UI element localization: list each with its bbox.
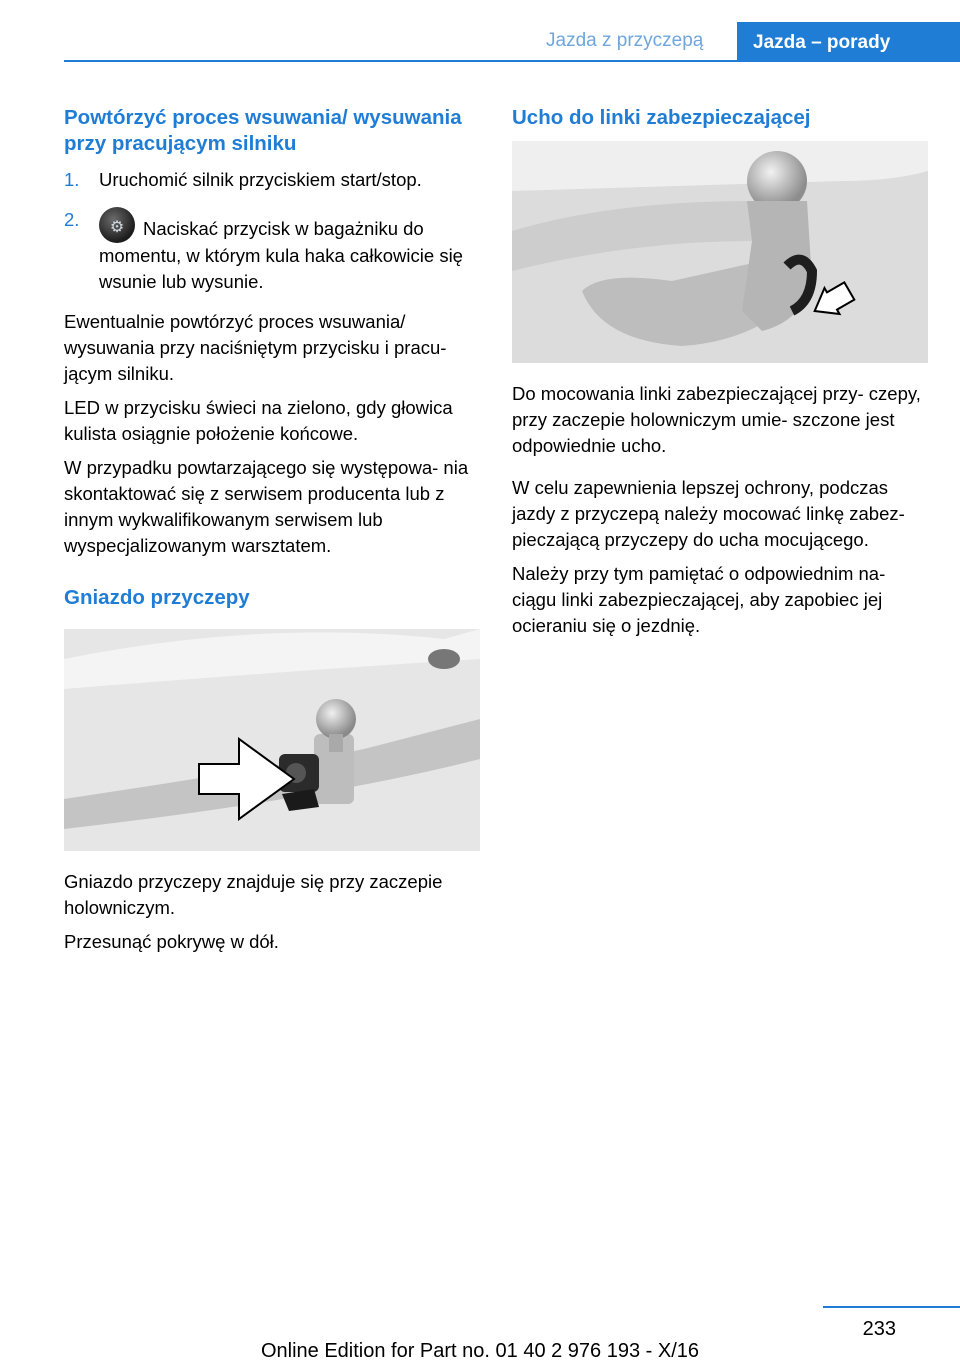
paragraph: LED w przycisku świeci na zielono, gdy głowica kulista osiągnie położenie końcowe. <box>64 397 453 444</box>
step-number: 2. <box>64 209 80 230</box>
paragraph: Do mocowania linki zabezpieczającej przy‐ czepy, przy zaczepie holowniczym umie‐ szczone jest odpowiednie ucho. <box>512 383 921 456</box>
footer-edition: Online Edition for Part no. 01 40 2 976 193 - X/16 <box>260 1340 700 1362</box>
heading-retract-procedure: Powtórzyć proces wsuwania/ wysuwania przy pracującym silniku <box>64 106 462 155</box>
step-text: Naciskać przycisk w bagażniku do momentu, w którym kula haka całkowicie się wsunie lub wysunie. <box>99 218 463 292</box>
list-item <box>64 207 482 295</box>
left-column <box>64 105 482 963</box>
step-text: Uruchomić silnik przyciskiem start/stop. <box>99 169 422 190</box>
paragraph: W celu zapewnienia lepszej ochrony, podczas jazdy z przyczepą należy mocować linkę zabez‐ pieczającą przyczepy do ucha mocującego. <box>512 477 905 550</box>
heading-trailer-socket: Gniazdo przyczepy <box>64 586 250 609</box>
right-column <box>512 105 932 647</box>
safety-cable-eye-illustration <box>512 141 928 363</box>
paragraph: Ewentualnie powtórzyć proces wsuwania/ wysuwania przy naciśniętym przycisku i pracu‐ jącym silniku. <box>64 311 447 384</box>
paragraph: Przesunąć pokrywę w dół. <box>64 931 279 952</box>
paragraph: Należy przy tym pamiętać o odpowiednim na‐ ciągu linki zabezpieczającej, aby zapobiec jej ocieraniu się o jezdnię. <box>512 563 886 636</box>
page-number: 233 <box>862 1318 896 1340</box>
paragraph: Gniazdo przyczepy znajduje się przy zaczepie holowniczym. <box>64 871 443 918</box>
paragraph: W przypadku powtarzającego się występowa‐ nia skontaktować się z serwisem producenta lub z innym wykwalifikowanym serwisem lub wyspecjalizowanym warsztatem. <box>64 457 469 556</box>
footer-rule <box>823 1306 960 1308</box>
heading-safety-cable-eye: Ucho do linki zabezpieczającej <box>512 106 811 129</box>
step-number: 1. <box>64 169 80 190</box>
chapter-tab[interactable]: Jazda – porady <box>737 22 960 62</box>
trunk-button-icon: ⚙ <box>99 207 135 243</box>
list-item <box>64 167 482 193</box>
section-breadcrumb[interactable]: Jazda z przyczepą <box>546 30 704 51</box>
steps-list <box>64 167 482 295</box>
trailer-socket-illustration <box>64 629 480 851</box>
